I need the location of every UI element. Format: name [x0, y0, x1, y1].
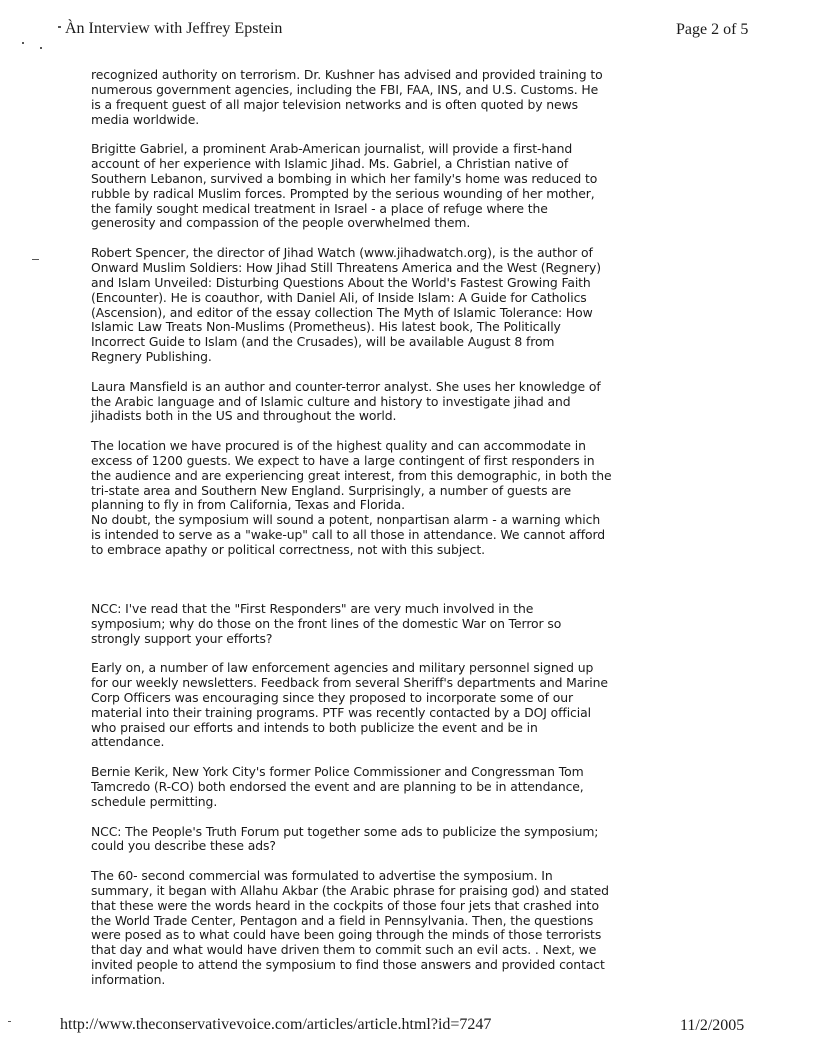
paragraph-kushner	[91, 68, 627, 127]
text-line: (Ascension), and editor of the essay collection The Myth of Islamic Tolerance: How	[91, 304, 593, 320]
text-line: is intended to serve as a "wake-up" call to all those in attendance. We cannot afford	[91, 527, 606, 543]
scan-speck	[40, 47, 42, 49]
text-line: The 60- second commercial was formulated to advertise the symposium. In	[91, 868, 553, 884]
text-line: were posed as to what could have been going through the minds of those terrorists	[91, 927, 602, 943]
text-line: Bernie Kerik, New York City's former Police Commissioner and Congressman Tom	[91, 764, 584, 780]
question-ads	[91, 825, 627, 855]
text-line: generosity and compassion of the people overwhelmed them.	[91, 215, 471, 231]
text-line: (Encounter). He is coauthor, with Daniel Ali, of Inside Islam: A Guide for Catholics	[91, 289, 587, 305]
text-line: who praised our efforts and intends to both publicize the event and be in	[91, 719, 538, 735]
question-first-responders	[91, 602, 627, 647]
document-title: Àn Interview with Jeffrey Epstein	[65, 20, 283, 37]
text-line: attendance.	[91, 734, 165, 750]
text-line: Early on, a number of law enforcement agencies and military personnel signed up	[91, 660, 594, 676]
scan-speck	[8, 1021, 11, 1022]
paragraph-mansfield	[91, 380, 627, 425]
text-line: Islamic Law Treats Non-Muslims (Prometheus). His latest book, The Politically	[91, 319, 561, 335]
text-line: information.	[91, 971, 166, 987]
text-line: Robert Spencer, the director of Jihad Watch (www.jihadwatch.org), is the author of	[91, 245, 593, 261]
text-line: rubble by radical Muslim forces. Prompted by the serious wounding of her mother,	[91, 185, 595, 201]
print-date: 11/2/2005	[680, 1017, 745, 1034]
scan-speck	[32, 259, 39, 260]
text-line: Incorrect Guide to Islam (and the Crusades), will be available August 8 from	[91, 334, 555, 350]
text-line: to embrace apathy or political correctness, not with this subject.	[91, 542, 485, 557]
text-line: Regnery Publishing.	[91, 349, 212, 365]
paragraph-spencer	[91, 246, 627, 365]
text-line: is a frequent guest of all major television networks and is often quoted by news	[91, 96, 578, 112]
source-url[interactable]: http://www.theconservativevoice.com/articles/article.html?id=7247	[60, 1016, 492, 1033]
text-line: The location we have procured is of the highest quality and can accommodate in	[91, 438, 586, 454]
answer-commercial	[91, 869, 627, 988]
text-line: NCC: The People's Truth Forum put together some ads to publicize the symposium;	[91, 823, 599, 839]
article-body	[91, 68, 627, 1003]
text-line: the family sought medical treatment in Israel - a place of refuge where the	[91, 200, 548, 216]
text-line: Corp Officers was encouraging since they proposed to incorporate some of our	[91, 689, 573, 705]
scan-speck	[58, 26, 61, 28]
text-line: recognized authority on terrorism. Dr. Kushner has advised and provided training to	[91, 67, 603, 82]
text-line: could you describe these ads?	[91, 838, 276, 854]
scan-speck	[22, 42, 24, 44]
text-line: Tamcredo (R-CO) both endorsed the event and are planning to be in attendance,	[91, 778, 584, 794]
text-line: Southern Lebanon, survived a bombing in which her family's home was reduced to	[91, 170, 598, 186]
text-line: the audience and are experiencing great interest, from this demographic, in both the	[91, 467, 612, 483]
paragraph-kerik	[91, 765, 627, 810]
text-line: jihadists both in the US and throughout the world.	[91, 408, 397, 424]
text-line: symposium; why do those on the front lines of the domestic War on Terror so	[91, 615, 562, 631]
text-line: that these were the words heard in the cockpits of those four jets that crashed into	[91, 897, 599, 913]
text-line: NCC: I've read that the "First Responders" are very much involved in the	[91, 600, 534, 616]
paragraph-location	[91, 439, 627, 513]
text-line: excess of 1200 guests. We expect to have a large contingent of first responders in	[91, 452, 595, 468]
paragraph-gabriel	[91, 142, 627, 231]
text-line: the World Trade Center, Pentagon and a field in Pennsylvania. Then, the questions	[91, 912, 594, 928]
text-line: numerous government agencies, including the FBI, FAA, INS, and U.S. Customs. He	[91, 81, 599, 97]
text-line: the Arabic language and of Islamic culture and history to investigate jihad and	[91, 393, 571, 409]
text-line: No doubt, the symposium will sound a potent, nonpartisan alarm - a warning which	[91, 512, 601, 528]
text-line: and Islam Unveiled: Disturbing Questions About the World's Fastest Growing Faith	[91, 274, 591, 290]
text-line: summary, it began with Allahu Akbar (the Arabic phrase for praising god) and stated	[91, 882, 609, 898]
text-line: schedule permitting.	[91, 793, 218, 809]
text-line: Brigitte Gabriel, a prominent Arab-American journalist, will provide a first-hand	[91, 141, 573, 157]
text-line: media worldwide.	[91, 111, 200, 127]
text-line: Onward Muslim Soldiers: How Jihad Still Threatens America and the West (Regnery)	[91, 259, 601, 275]
text-line: that day and what would have driven them to commit such an evil acts. . Next, we	[91, 942, 597, 958]
text-line: strongly support your efforts?	[91, 630, 273, 646]
text-line: tri-state area and Southern New England. Surprisingly, a number of guests are	[91, 482, 572, 498]
text-line: planning to fly in from California, Texas and Florida.	[91, 497, 406, 513]
paragraph-alarm	[91, 513, 627, 558]
text-line: account of her experience with Islamic Jihad. Ms. Gabriel, a Christian native of	[91, 156, 569, 172]
text-line: invited people to attend the symposium to find those answers and provided contact	[91, 957, 605, 973]
answer-law-enforcement	[91, 661, 627, 750]
page-number: Page 2 of 5	[676, 21, 749, 38]
text-line: material into their training programs. PTF was recently contacted by a DOJ official	[91, 704, 591, 720]
text-line: for our weekly newsletters. Feedback from several Sheriff's departments and Marine	[91, 675, 608, 691]
text-line: Laura Mansfield is an author and counter-terror analyst. She uses her knowledge of	[91, 378, 601, 394]
